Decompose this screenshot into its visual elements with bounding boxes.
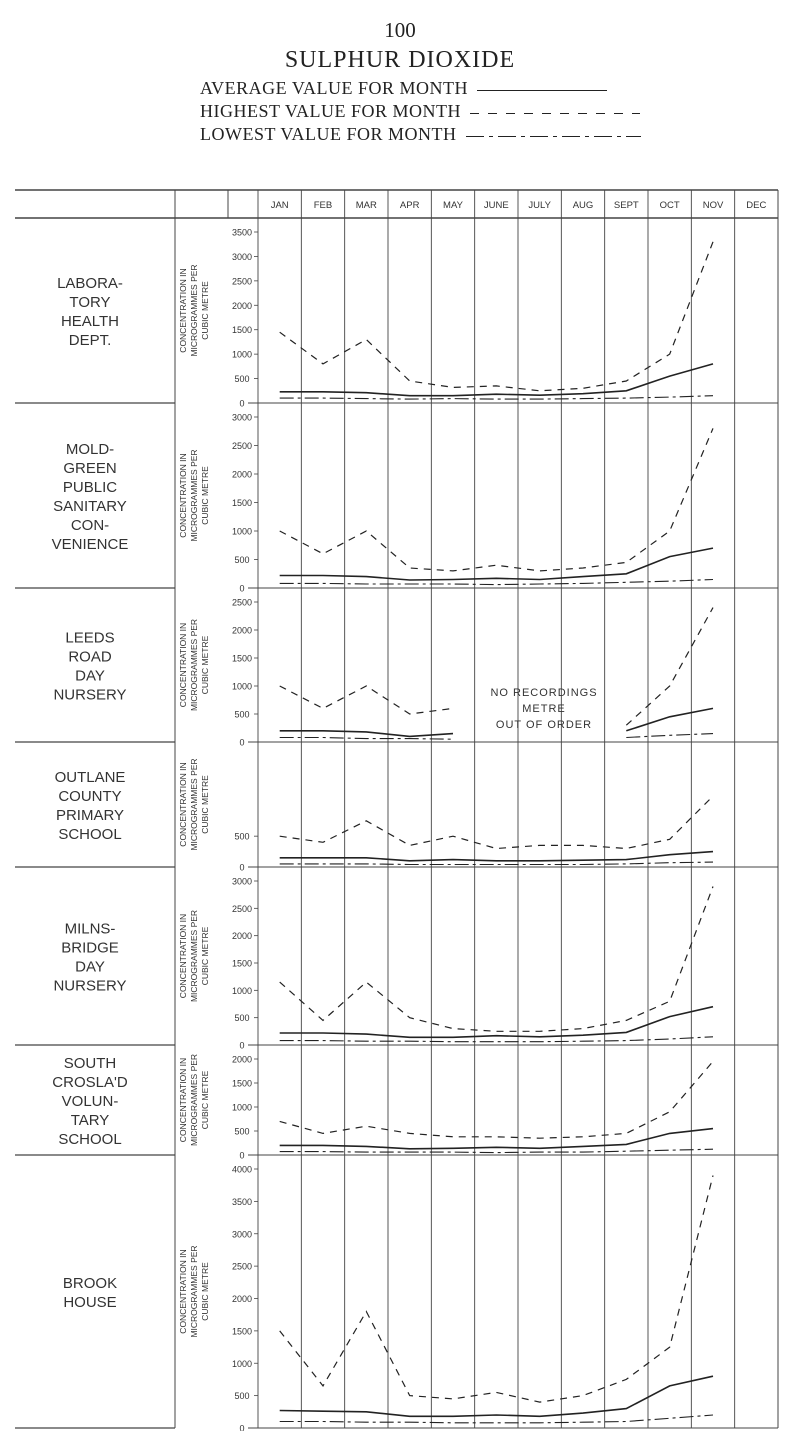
y-tick-label: 1000 [231, 1358, 253, 1369]
y-axis-label-line: CONCENTRATION IN [178, 622, 188, 708]
y-tick-label: 1000 [231, 526, 253, 537]
station-name-line: HOUSE [63, 1294, 117, 1311]
month-label-may: MAY [443, 200, 463, 211]
y-axis-label-line: CUBIC METRE [200, 1262, 210, 1321]
station-name-line: DAY [75, 958, 105, 976]
station-name-line: COUNTY [58, 788, 122, 805]
y-axis-label-line: CUBIC METRE [200, 281, 210, 340]
station-name-line: LEEDS [65, 629, 115, 647]
y-tick-label: 1000 [231, 1102, 253, 1113]
y-tick-label: 2500 [231, 903, 253, 914]
y-axis-label-line: CONCENTRATION IN [178, 762, 188, 847]
y-axis-label-line: MICROGRAMMES PER [189, 449, 199, 542]
y-axis-label-line: CUBIC METRE [200, 926, 210, 986]
average-line [626, 708, 713, 730]
y-tick-label: 2000 [231, 469, 253, 480]
station-name-line: TORY [69, 294, 111, 311]
station-name-line: MOLD- [65, 441, 115, 458]
y-tick-label: 0 [239, 1423, 245, 1431]
station-name-line: HEALTH [60, 313, 120, 330]
y-tick-label: 2000 [231, 300, 253, 311]
y-tick-label: 3500 [231, 1196, 253, 1207]
y-tick-label: 1000 [231, 985, 253, 996]
y-tick-label: 500 [234, 1391, 250, 1402]
station-name-line: DEPT. [68, 332, 112, 349]
station-name-line: SCHOOL [58, 826, 122, 843]
y-tick-label: 2000 [231, 1294, 253, 1304]
y-tick-label: 500 [234, 555, 250, 565]
y-tick-label: 1500 [231, 1078, 253, 1089]
y-tick-label: 2500 [231, 597, 253, 608]
y-axis-label-line: MICROGRAMMES PER [189, 1245, 199, 1338]
station-panel [15, 758, 778, 872]
y-tick-label: 2500 [231, 441, 253, 451]
y-tick-label: 1500 [231, 653, 253, 664]
average-line [280, 731, 453, 737]
station-name-line: NURSERY [53, 686, 127, 704]
y-axis-label-line: MICROGRAMMES PER [189, 1053, 199, 1147]
chart-title: SULPHUR DIOXIDE [284, 47, 516, 73]
station-name-line: TARY [70, 1112, 110, 1129]
y-tick-label: 2000 [231, 1054, 253, 1065]
y-axis-label-line: MICROGRAMMES PER [189, 758, 199, 851]
station-panel [15, 1054, 778, 1161]
y-tick-label: 0 [239, 1040, 245, 1051]
month-label-mar: MAR [355, 200, 377, 211]
month-label-oct: OCT [659, 200, 680, 211]
month-label-nov: NOV [702, 200, 724, 211]
y-tick-label: 0 [239, 1150, 245, 1161]
legend-lowest-label: LOWEST VALUE FOR MONTH [200, 124, 457, 144]
station-name-line: MILNS- [64, 920, 116, 938]
y-tick-label: 500 [234, 374, 250, 385]
y-axis-label-line: CUBIC METRE [200, 1070, 210, 1130]
y-tick-label: 0 [239, 737, 245, 748]
y-axis-label-line: MICROGRAMMES PER [189, 264, 199, 357]
station-name-line: CROSLA'D [52, 1074, 128, 1091]
station-panel [15, 877, 778, 1051]
station-panel [15, 1165, 778, 1431]
annotation-text: METRE [522, 703, 566, 715]
y-tick-label: 2000 [231, 625, 253, 636]
month-label-apr: APR [399, 200, 420, 211]
y-axis-label-line: CONCENTRATION IN [178, 268, 188, 353]
y-tick-label: 3000 [231, 1229, 253, 1240]
station-name-line: PRIMARY [55, 807, 125, 824]
y-axis-label-line: CUBIC METRE [200, 775, 210, 834]
y-tick-label: 1500 [231, 958, 253, 969]
station-panel [15, 228, 778, 409]
month-label-aug: AUG [572, 200, 594, 211]
y-tick-label: 1000 [231, 681, 253, 692]
y-axis-label-line: MICROGRAMMES PER [189, 909, 199, 1003]
legend-highest-label: HIGHEST VALUE FOR MONTH [200, 101, 462, 121]
station-name-line: BROOK [62, 1275, 118, 1292]
station-name-line: VENIENCE [51, 536, 129, 553]
y-tick-label: 2000 [231, 931, 253, 942]
y-tick-label: 2500 [231, 276, 253, 287]
y-axis-label-line: CONCENTRATION IN [178, 913, 188, 999]
y-axis-label-line: CONCENTRATION IN [178, 1057, 188, 1143]
station-name-line: SANITARY [53, 498, 127, 515]
y-tick-label: 500 [234, 1013, 250, 1024]
station-name-line: DAY [75, 667, 105, 685]
annotation-text: NO RECORDINGS [490, 687, 598, 699]
y-tick-label: 1500 [231, 498, 253, 508]
y-tick-label: 3000 [231, 412, 253, 423]
month-label-feb: FEB [313, 200, 333, 211]
station-name-line: LABORA- [57, 275, 123, 292]
y-tick-label: 500 [234, 831, 250, 842]
page-number: 100 [384, 18, 416, 42]
month-label-jan: JAN [270, 200, 289, 211]
highest-line [626, 608, 713, 726]
y-tick-label: 1000 [231, 349, 253, 360]
station-panel [15, 413, 778, 594]
lowest-line [280, 738, 453, 740]
month-label-july: JULY [528, 200, 551, 211]
legend-average-label: AVERAGE VALUE FOR MONTH [200, 78, 469, 98]
y-axis-label-line: CONCENTRATION IN [178, 1249, 188, 1334]
y-axis-label-line: CUBIC METRE [200, 635, 210, 695]
month-label-june: JUNE [483, 200, 509, 211]
station-name-line: ROAD [68, 648, 112, 666]
station-name-line: CON- [70, 517, 110, 534]
y-tick-label: 1500 [231, 325, 253, 336]
y-tick-label: 4000 [231, 1164, 253, 1175]
y-tick-label: 0 [239, 583, 245, 594]
station-name-line: VOLUN- [61, 1093, 119, 1110]
y-axis-label-line: MICROGRAMMES PER [189, 618, 199, 712]
highest-line [280, 686, 453, 714]
station-name-line: OUTLANE [54, 769, 126, 786]
station-name-line: SCHOOL [58, 1131, 122, 1148]
station-panel [15, 598, 778, 748]
station-name-line: NURSERY [53, 977, 127, 995]
station-name-line: GREEN [63, 460, 117, 477]
y-tick-label: 2500 [231, 1261, 253, 1272]
y-tick-label: 500 [234, 709, 250, 720]
station-name-line: PUBLIC [62, 479, 118, 496]
station-name-line: BRIDGE [61, 939, 119, 957]
y-tick-label: 500 [234, 1126, 250, 1137]
y-tick-label: 0 [239, 398, 245, 409]
y-axis-label-line: CUBIC METRE [200, 466, 210, 525]
month-label-dec: DEC [746, 200, 767, 211]
y-tick-label: 1500 [231, 1326, 253, 1337]
y-tick-label: 3000 [231, 876, 253, 887]
lowest-line [626, 734, 713, 738]
month-label-sept: SEPT [613, 200, 639, 211]
station-name-line: SOUTH [63, 1055, 117, 1072]
y-tick-label: 0 [239, 862, 245, 873]
y-tick-label: 3000 [231, 251, 253, 262]
annotation-text: OUT OF ORDER [495, 719, 593, 731]
y-axis-label-line: CONCENTRATION IN [178, 453, 188, 538]
y-tick-label: 3500 [231, 227, 253, 238]
